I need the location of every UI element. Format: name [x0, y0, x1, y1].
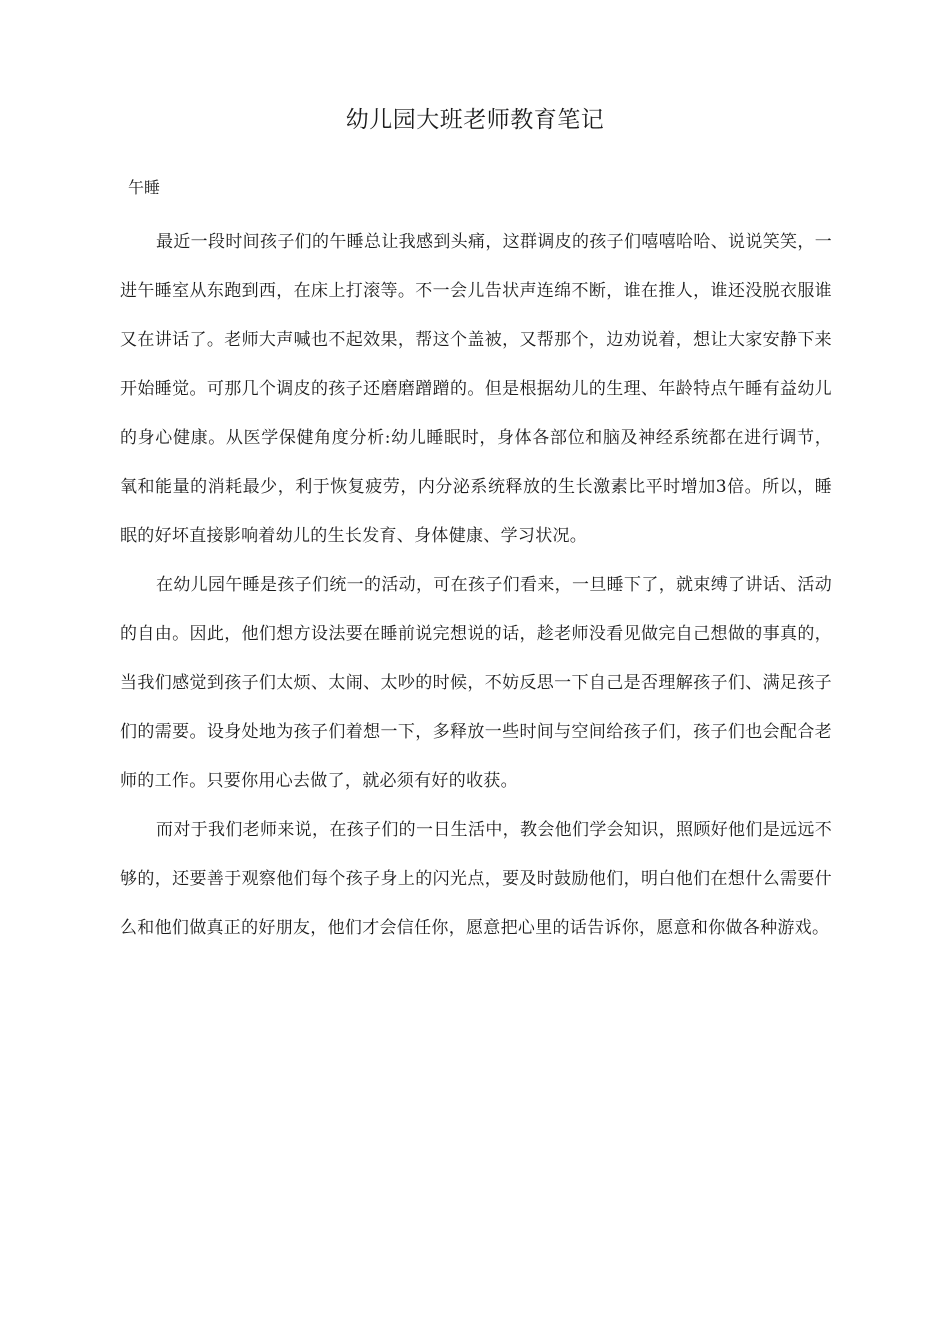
document-title: 幼儿园大班老师教育笔记	[345, 107, 605, 133]
document-body	[120, 218, 832, 953]
paragraph-1: 最近一段时间孩子们的午睡总让我感到头痛，这群调皮的孩子们嘻嘻哈哈、说说笑笑，一进午睡室从东跑到西，在床上打滚等。不一会儿告状声连绵不断，谁在推人，谁还没脱衣服谁又在讲话了。老师大声喊也不起效果，帮这个盖被，又帮那个，边劝说着，想让大家安静下来开始睡觉。可那几个调皮的孩子还磨磨蹭蹭的。但是根据幼儿的生理、年龄特点午睡有益幼儿的身心健康。从医学保健角度分析:幼儿睡眠时，身体各部位和脑及神经系统都在进行调节，氧和能量的消耗最少，利于恢复疲劳，内分泌系统释放的生长激素比平时增加3倍。所以，睡眠的好坏直接影响着幼儿的生长发育、身体健康、学习状况。	[120, 232, 832, 546]
paragraph-2: 在幼儿园午睡是孩子们统一的活动，可在孩子们看来，一旦睡下了，就束缚了讲话、活动的自由。因此，他们想方设法要在睡前说完想说的话，趁老师没看见做完自己想做的事真的，当我们感觉到孩子们太烦、太闹、太吵的时候，不妨反思一下自己是否理解孩子们、满足孩子们的需要。设身处地为孩子们着想一下，多释放一些时间与空间给孩子们，孩子们也会配合老师的工作。只要你用心去做了，就必须有好的收获。	[120, 575, 832, 791]
section-subheading: 午睡	[128, 178, 161, 197]
paragraph-3: 而对于我们老师来说，在孩子们的一日生活中，教会他们学会知识，照顾好他们是远远不够的，还要善于观察他们每个孩子身上的闪光点，要及时鼓励他们，明白他们在想什么需要什么和他们做真正的好朋友，他们才会信任你，愿意把心里的话告诉你，愿意和你做各种游戏。	[120, 820, 832, 938]
